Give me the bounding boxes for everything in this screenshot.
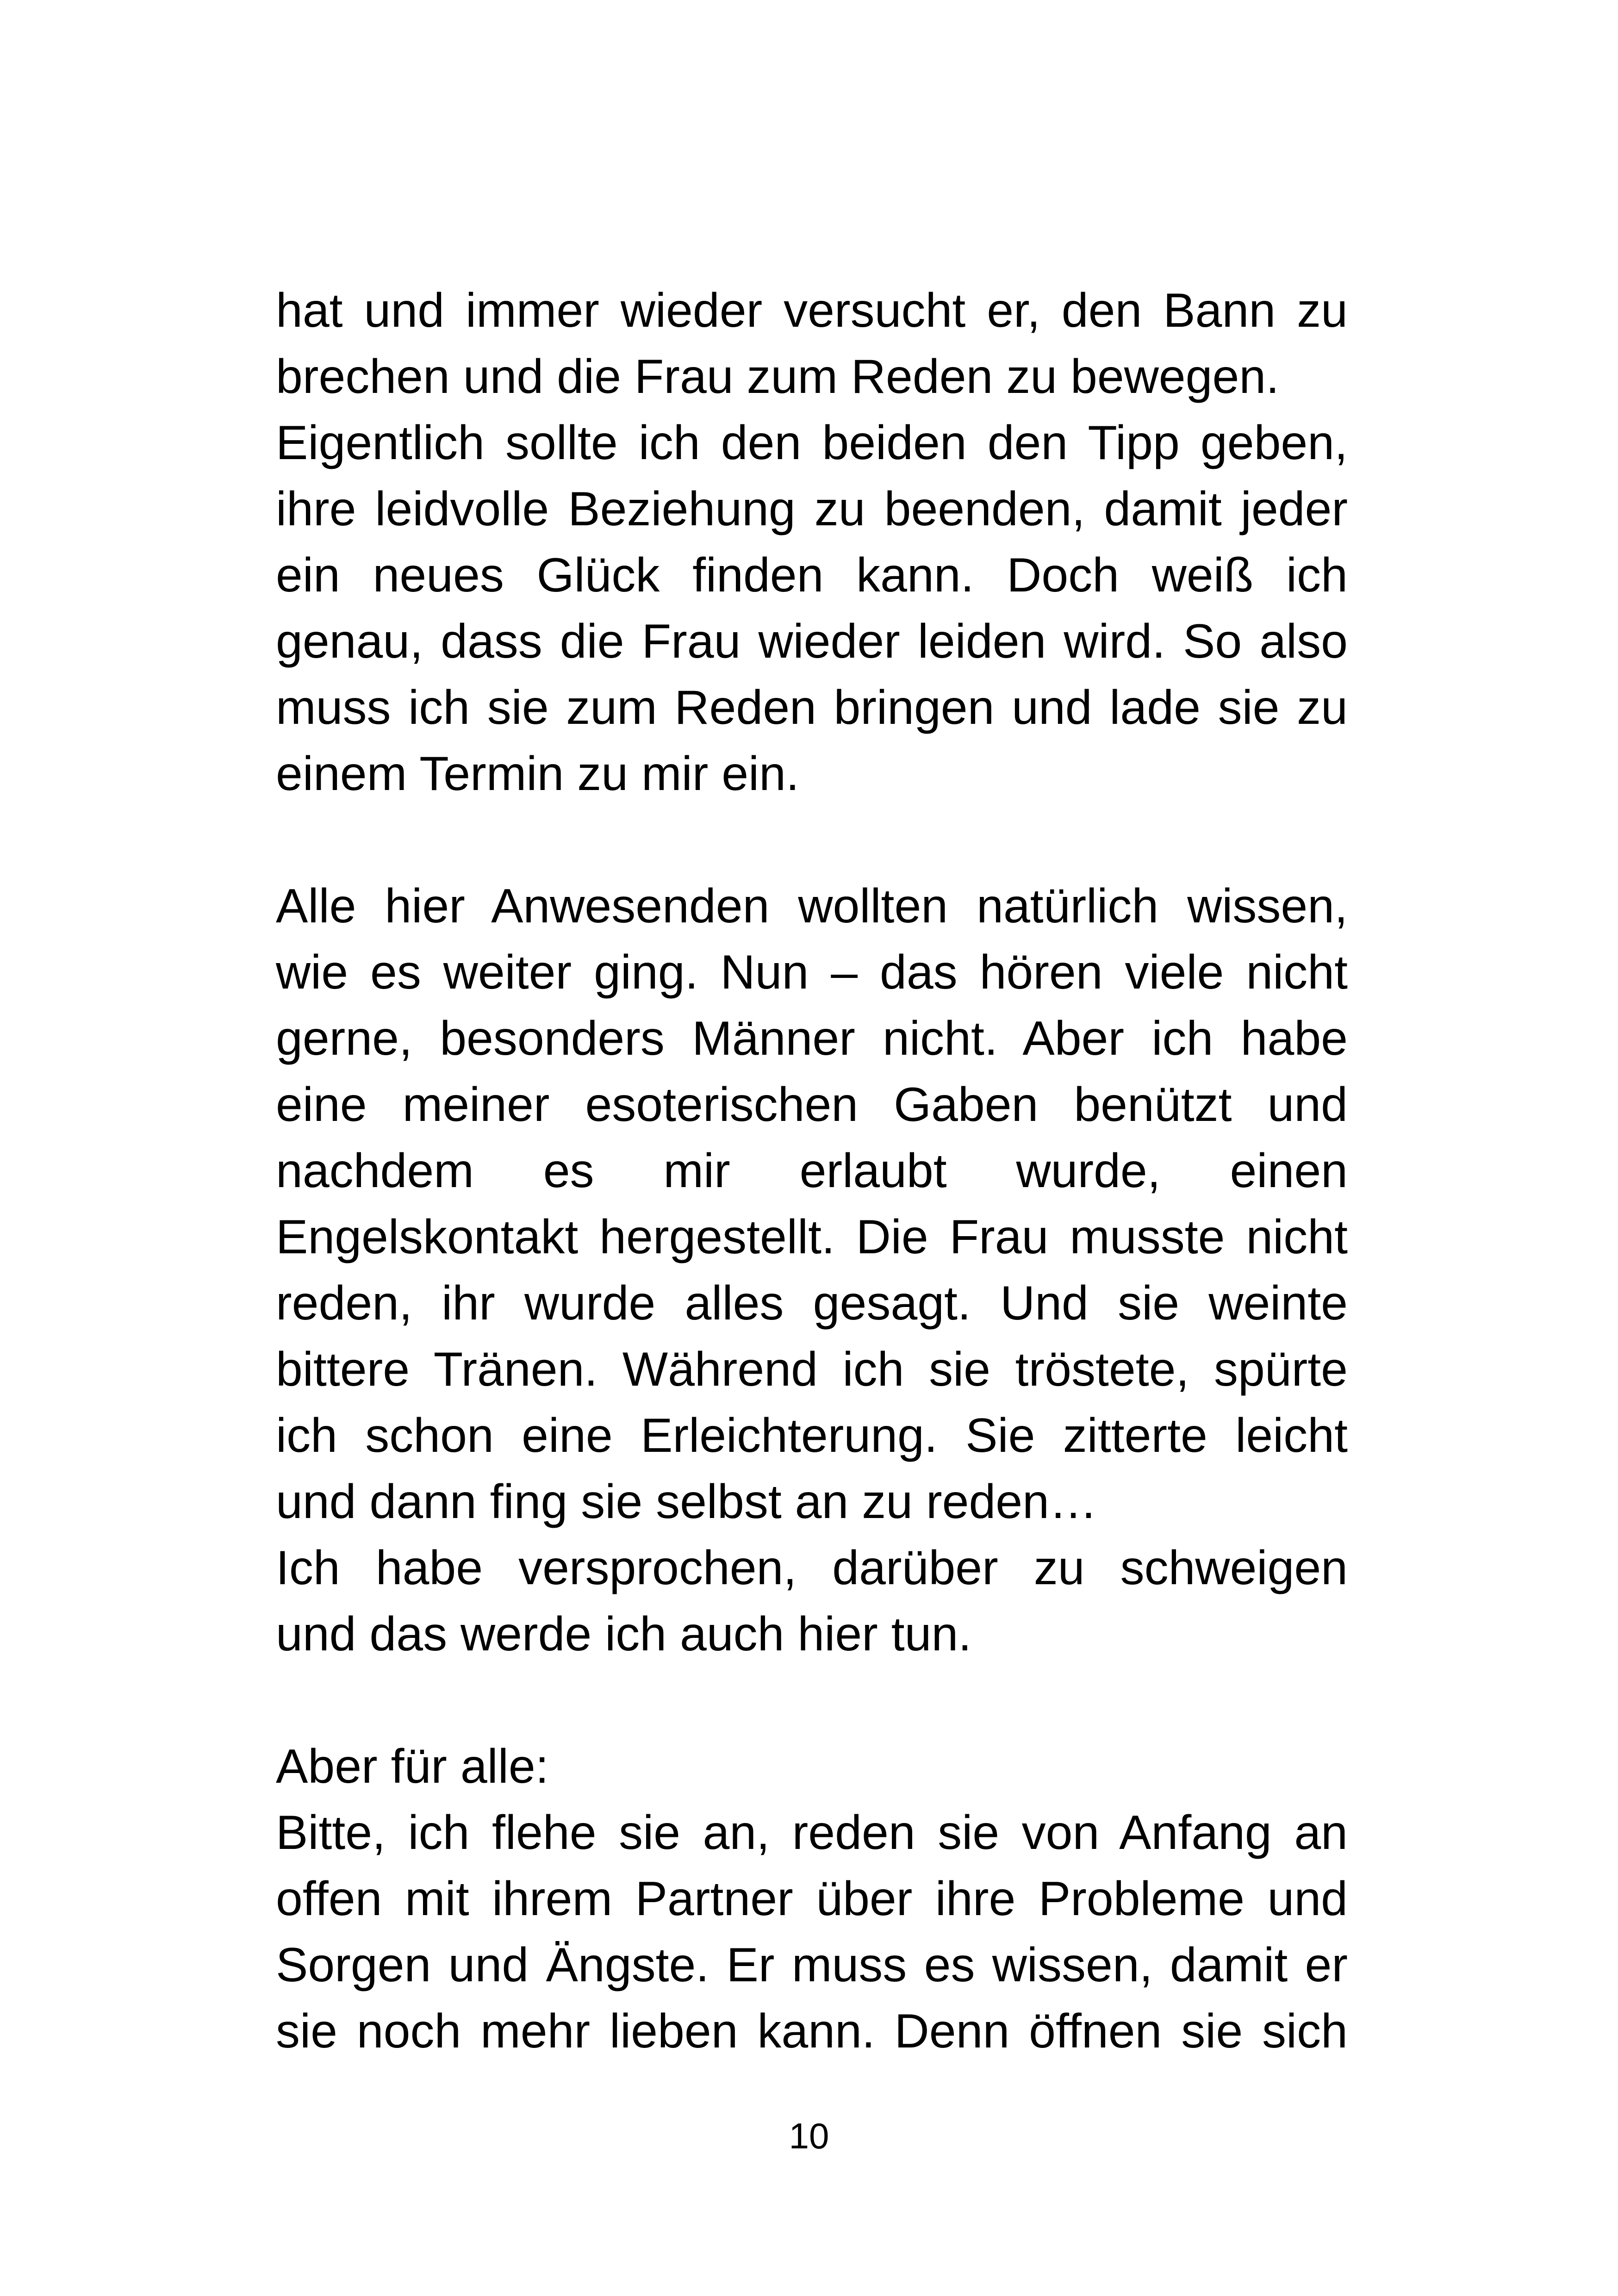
text-line: ihre leidvolle Beziehung zu beenden, damit jeder [276,482,1348,536]
text-line: wie es weiter ging. Nun – das hören viele nicht [276,946,1348,999]
text-line: Sorgen und Ängste. Er muss es wissen, damit er [276,1938,1348,1992]
text-line: Ich habe versprochen, darüber zu schweigen [276,1541,1348,1595]
paragraph-gap [276,807,1348,873]
text-line: brechen und die Frau zum Reden zu bewegen. [276,350,1280,404]
text-line: einem Termin zu mir ein. [276,747,799,801]
text-line: Engelskontakt hergestellt. Die Frau musste nicht [276,1210,1348,1264]
text-line: eine meiner esoterischen Gaben benützt und [276,1078,1348,1132]
text-line: und das werde ich auch hier tun. [276,1607,972,1661]
text-line: Alle hier Anwesenden wollten natürlich wissen, [276,879,1348,933]
body-text [276,278,1348,2065]
text-line: und dann fing sie selbst an zu reden… [276,1475,1097,1529]
paragraph-gap [276,1668,1348,1734]
text-line: ein neues Glück finden kann. Doch weiß ich [276,548,1348,602]
text-line: gerne, besonders Männer nicht. Aber ich habe [276,1012,1348,1065]
text-line: reden, ihr wurde alles gesagt. Und sie weinte [276,1276,1348,1330]
page-number: 10 [789,2116,829,2156]
text-line: muss ich sie zum Reden bringen und lade sie zu [276,681,1348,734]
text-line: Eigentlich sollte ich den beiden den Tipp geben, [276,416,1348,470]
text-line: Aber für alle: [276,1740,549,1793]
text-line: sie noch mehr lieben kann. Denn öffnen sie sich [276,2004,1348,2058]
text-line: Bitte, ich flehe sie an, reden sie von Anfang an [276,1806,1348,1860]
text-line: nachdem es mir erlaubt wurde, einen [276,1144,1348,1198]
text-line: offen mit ihrem Partner über ihre Probleme und [276,1872,1348,1926]
text-line: ich schon eine Erleichterung. Sie zitterte leicht [276,1409,1348,1462]
text-line: hat und immer wieder versucht er, den Bann zu [276,284,1348,337]
text-line: genau, dass die Frau wieder leiden wird. So also [276,615,1348,668]
text-line: bittere Tränen. Während ich sie tröstete, spürte [276,1343,1348,1396]
